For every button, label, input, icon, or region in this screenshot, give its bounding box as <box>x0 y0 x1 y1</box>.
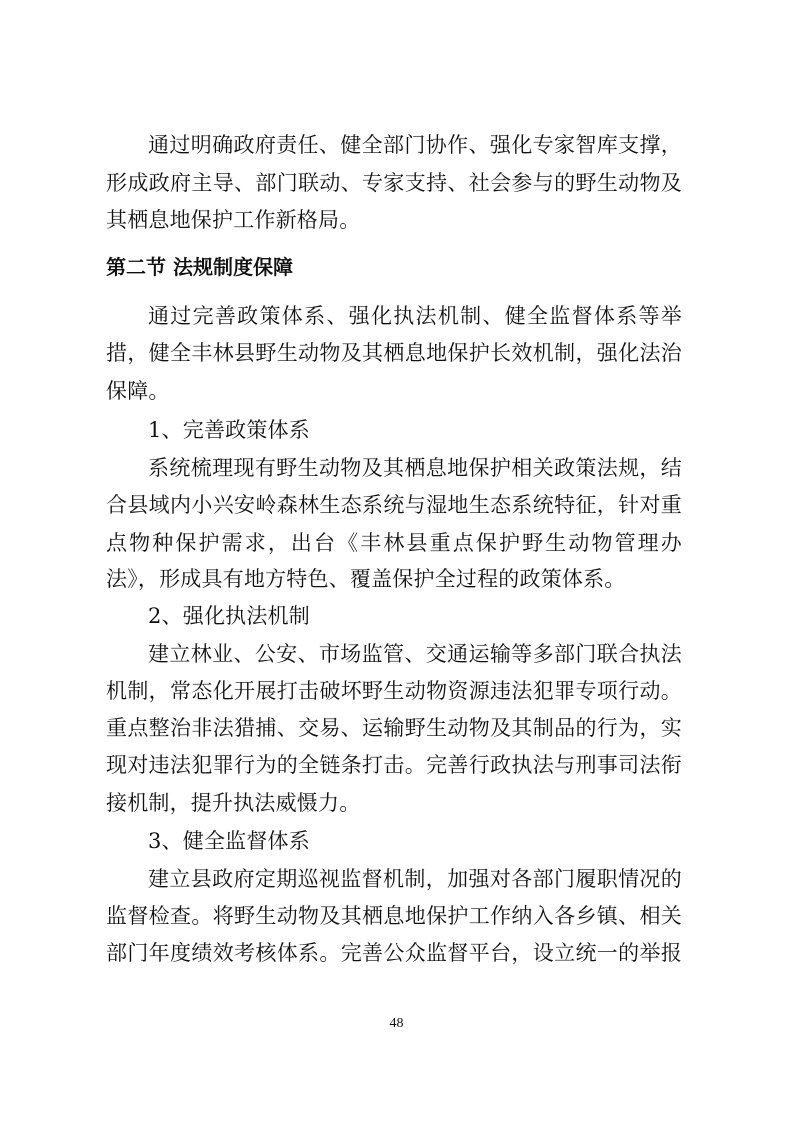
item-1-line-4: 法》，形成具有地方特色、覆盖保护全过程的政策体系。 <box>106 567 626 591</box>
item-2-title: 2、强化执法机制 <box>148 604 310 628</box>
item-3-line-3: 部门年度绩效考核体系。完善公众监督平台，设立统一的举报 <box>106 941 682 965</box>
item-1-line-3: 点物种保护需求，出台《丰林县重点保护野生动物管理办 <box>106 531 682 555</box>
item-1-line-2: 合县域内小兴安岭森林生态系统与湿地生态系统特征，针对重 <box>106 493 682 517</box>
section-intro-line-2: 措，健全丰林县野生动物及其栖息地保护长效机制，强化法治 <box>106 341 682 365</box>
intro-line-3: 其栖息地保护工作新格局。 <box>106 208 361 232</box>
item-2-line-1: 建立林业、公安、市场监管、交通运输等多部门联合执法 <box>148 642 682 666</box>
section-intro-line-3: 保障。 <box>106 379 170 403</box>
section-heading: 第二节 法规制度保障 <box>106 255 293 279</box>
item-3-line-2: 监督检查。将野生动物及其栖息地保护工作纳入各乡镇、相关 <box>106 904 682 928</box>
section-intro-line-1: 通过完善政策体系、强化执法机制、健全监督体系等举 <box>148 304 682 328</box>
page-number: 48 <box>389 1016 404 1031</box>
item-2-line-2: 机制，常态化开展打击破坏野生动物资源违法犯罪专项行动。 <box>106 679 682 703</box>
item-2-line-5: 接机制，提升执法威慑力。 <box>106 791 361 815</box>
intro-line-2: 形成政府主导、部门联动、专家支持、社会参与的野生动物及 <box>106 171 682 195</box>
item-1-line-1: 系统梳理现有野生动物及其栖息地保护相关政策法规，结 <box>148 456 682 480</box>
item-3-title: 3、健全监督体系 <box>148 829 310 853</box>
intro-line-1: 通过明确政府责任、健全部门协作、强化专家智库支撑， <box>148 133 682 157</box>
item-2-line-3: 重点整治非法猎捕、交易、运输野生动物及其制品的行为，实 <box>106 716 682 740</box>
item-2-line-4: 现对违法犯罪行为的全链条打击。完善行政执法与刑事司法衔 <box>106 753 682 777</box>
item-3-line-1: 建立县政府定期巡视监督机制，加强对各部门履职情况的 <box>148 867 682 891</box>
item-1-title: 1、完善政策体系 <box>148 418 310 442</box>
